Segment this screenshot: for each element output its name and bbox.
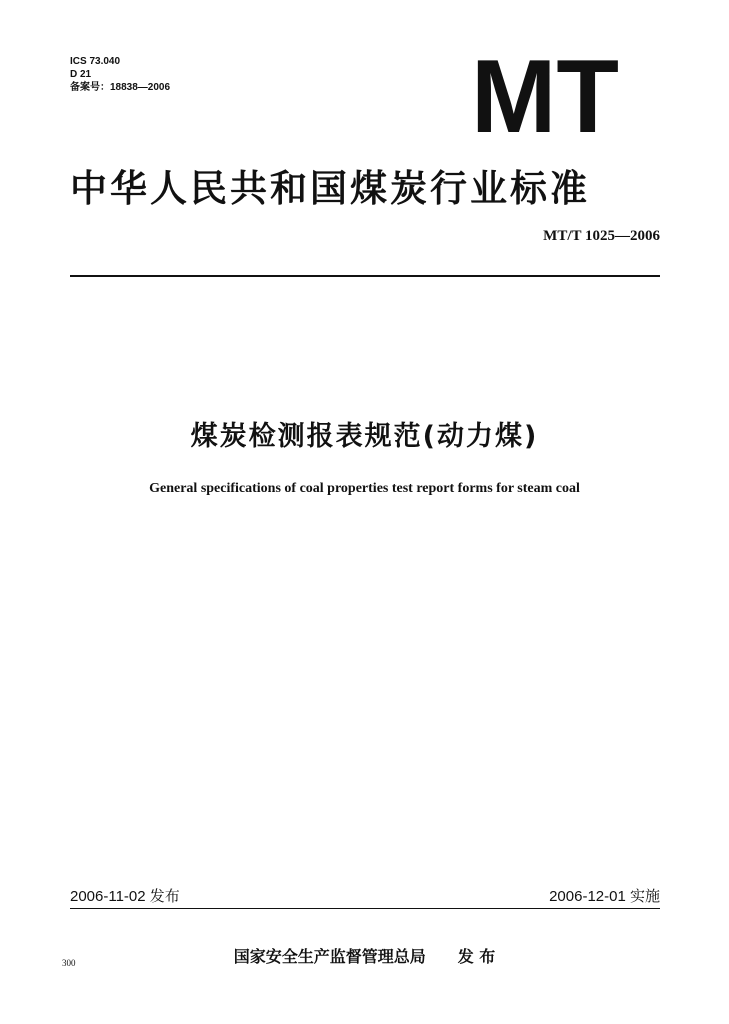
mt-logo: [470, 52, 620, 138]
classification-block: [70, 55, 170, 94]
ics-code: ICS 73.040: [70, 56, 121, 67]
ccs-code: D 21: [70, 69, 92, 80]
header-divider: [70, 275, 660, 277]
record-number: 备案号：18838—2006: [70, 82, 171, 93]
publisher-action: 发 布: [457, 947, 496, 966]
organization-title: 中华人民共和国煤炭行业标准: [70, 167, 590, 210]
effective-date: 2006-12-01 实施: [549, 888, 660, 905]
publisher-name: 国家安全生产监督管理总局: [233, 947, 426, 966]
mt-logo-text: MT: [471, 52, 619, 138]
publisher-line: [0, 944, 729, 967]
page-number: 300: [62, 958, 76, 968]
document-title-en: General specifications of coal properties test report forms for steam coal: [149, 481, 580, 496]
footer-divider: [70, 908, 660, 909]
standard-code: MT/T 1025—2006: [543, 228, 660, 244]
document-title-cn: 煤炭检测报表规范(动力煤): [190, 421, 539, 452]
publish-date: 2006-11-02 发布: [70, 888, 180, 905]
